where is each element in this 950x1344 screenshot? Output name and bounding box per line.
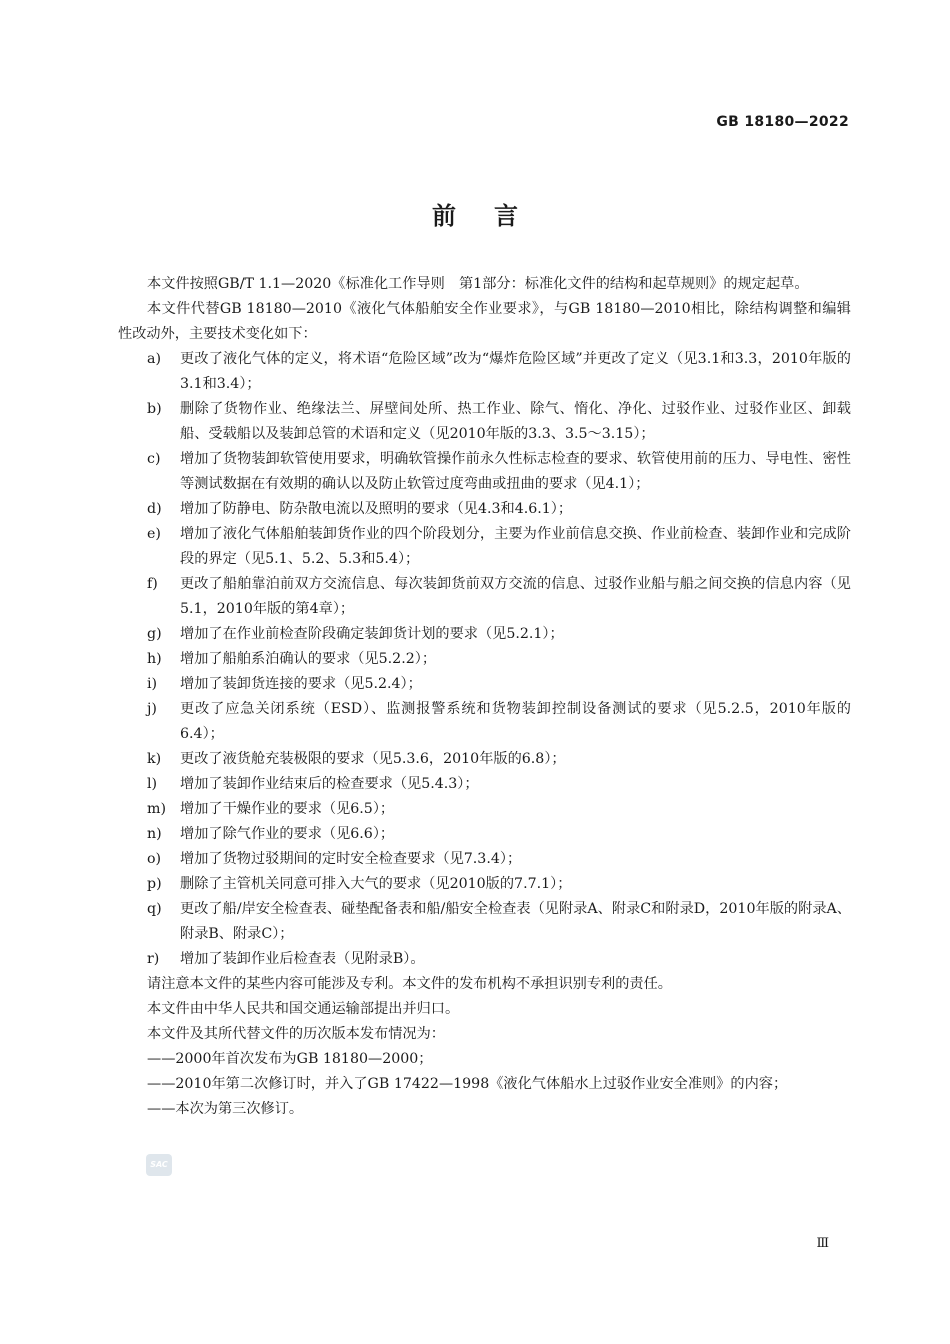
list-item	[118, 672, 851, 697]
list-item-label: j)	[147, 701, 157, 717]
history-intro: 本文件及其所代替文件的历次版本发布情况为：	[147, 1026, 445, 1042]
list-item-label: o)	[147, 851, 162, 867]
patent-notice: 请注意本文件的某些内容可能涉及专利。本文件的发布机构不承担识别专利的责任。	[147, 976, 672, 992]
list-item-label: l)	[147, 776, 158, 792]
list-item	[118, 947, 851, 972]
list-item-label: f)	[147, 576, 158, 592]
list-item-label: g)	[147, 626, 162, 642]
list-item-label: k)	[147, 751, 162, 767]
list-item-label: n)	[147, 826, 162, 842]
list-item-text: 增加了在作业前检查阶段确定装卸货计划的要求（见5.2.1）；	[180, 626, 564, 642]
list-item	[118, 847, 851, 872]
list-item	[118, 347, 851, 397]
list-item-label: i)	[147, 676, 158, 692]
list-item-label: m)	[147, 801, 166, 817]
history-item: ——2000年首次发布为GB 18180—2000；	[147, 1051, 433, 1067]
list-item-label: c)	[147, 451, 161, 467]
document-body	[118, 272, 851, 1122]
intro-paragraph: 本文件按照GB/T 1.1—2020《标准化工作导则 第1部分：标准化文件的结构和起草规则》的规定起草。	[147, 276, 809, 292]
page-title: 前言	[432, 201, 556, 230]
change-list	[118, 347, 851, 972]
list-item	[118, 397, 851, 447]
list-item-text: 增加了装卸货连接的要求（见5.2.4）；	[180, 676, 422, 692]
list-item-text: 增加了除气作业的要求（见6.6）；	[180, 826, 395, 842]
list-item-text: 更改了应急关闭系统（ESD）、监测报警系统和货物装卸控制设备测试的要求（见5.2.5，2010年版的6.4）；	[180, 701, 851, 742]
list-item-text: 增加了装卸作业后检查表（见附录B）。	[180, 951, 425, 967]
list-item-text: 更改了船舶靠泊前双方交流信息、每次装卸货前双方交流的信息、过驳作业船与船之间交换的信息内容（见5.1，2010年版的第4章）；	[180, 576, 851, 617]
list-item	[118, 797, 851, 822]
list-item	[118, 697, 851, 747]
list-item-text: 增加了防静电、防杂散电流以及照明的要求（见4.3和4.6.1）；	[180, 501, 573, 517]
list-item-label: a)	[147, 351, 161, 367]
page-number: Ⅲ	[816, 1236, 829, 1251]
list-item-text: 增加了船舶系泊确认的要求（见5.2.2）；	[180, 651, 437, 667]
list-item	[118, 522, 851, 572]
list-item-label: r)	[147, 951, 160, 967]
list-item-label: p)	[147, 876, 162, 892]
list-item-text: 删除了货物作业、绝缘法兰、屏壁间处所、热工作业、除气、惰化、净化、过驳作业、过驳作业区、卸载船、受载船以及装卸总管的术语和定义（见2010年版的3.3、3.5～3.15）；	[180, 401, 851, 442]
list-item	[118, 647, 851, 672]
list-item	[118, 497, 851, 522]
list-item	[118, 772, 851, 797]
list-item	[118, 622, 851, 647]
list-item-label: q)	[147, 901, 162, 917]
list-item-text: 增加了装卸作业结束后的检查要求（见5.4.3）；	[180, 776, 479, 792]
list-item-text: 更改了液货舱充装极限的要求（见5.3.6，2010年版的6.8）；	[180, 751, 566, 767]
list-item	[118, 897, 851, 947]
history-item: ——本次为第三次修订。	[147, 1101, 304, 1117]
proposer-notice: 本文件由中华人民共和国交通运输部提出并归口。	[147, 1001, 460, 1017]
list-item-label: d)	[147, 501, 162, 517]
list-item-text: 删除了主管机关同意可排入大气的要求（见2010版的7.7.1）；	[180, 876, 572, 892]
standard-number: GB 18180—2022	[716, 114, 849, 130]
sac-watermark-logo: SAC	[146, 1154, 172, 1176]
list-item	[118, 822, 851, 847]
history-item: ——2010年第二次修订时，并入了GB 17422—1998《液化气体船水上过驳作业安全准则》的内容；	[147, 1076, 788, 1092]
list-item-text: 增加了货物过驳期间的定时安全检查要求（见7.3.4）；	[180, 851, 522, 867]
list-item-label: e)	[147, 526, 161, 542]
list-item-text: 增加了液化气体船舶装卸货作业的四个阶段划分，主要为作业前信息交换、作业前检查、装卸作业和完成阶段的界定（见5.1、5.2、5.3和5.4）；	[180, 526, 851, 567]
intro-paragraph: 本文件代替GB 18180—2010《液化气体船舶安全作业要求》，与GB 18180—2010相比，除结构调整和编辑性改动外，主要技术变化如下：	[118, 301, 851, 342]
list-item-label: b)	[147, 401, 162, 417]
list-item-label: h)	[147, 651, 162, 667]
list-item	[118, 572, 851, 622]
list-item	[118, 447, 851, 497]
list-item-text: 更改了液化气体的定义，将术语“危险区域”改为“爆炸危险区域”并更改了定义（见3.1和3.3，2010年版的3.1和3.4）；	[180, 351, 851, 392]
list-item	[118, 872, 851, 897]
list-item-text: 增加了干燥作业的要求（见6.5）；	[180, 801, 395, 817]
list-item-text: 增加了货物装卸软管使用要求，明确软管操作前永久性标志检查的要求、软管使用前的压力、导电性、密性等测试数据在有效期的确认以及防止软管过度弯曲或扭曲的要求（见4.1）；	[180, 451, 851, 492]
list-item	[118, 747, 851, 772]
list-item-text: 更改了船/岸安全检查表、碰垫配备表和船/船安全检查表（见附录A、附录C和附录D，2010年版的附录A、附录B、附录C）；	[180, 901, 851, 942]
